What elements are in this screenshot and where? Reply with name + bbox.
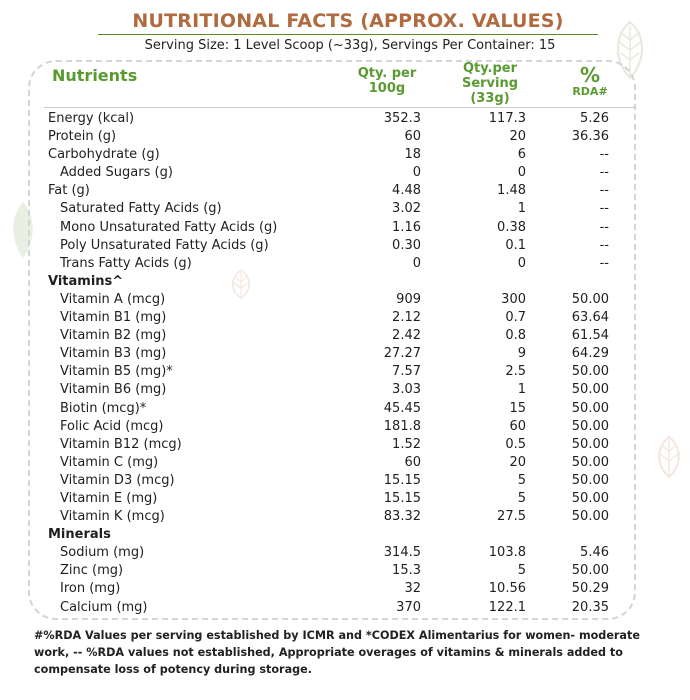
nutrient-name: Vitamin B2 (mg) xyxy=(60,328,167,344)
nutrient-name: Vitamin B6 (mg) xyxy=(60,382,167,398)
qty-per-100g: 352.3 xyxy=(383,111,421,126)
qty-per-serving: 103.8 xyxy=(488,545,526,561)
qty-per-serving: 1 xyxy=(517,382,526,398)
qty-per-100g: 60 xyxy=(404,454,421,470)
column-header-rda xyxy=(560,63,620,99)
column-header-qty-per-100g xyxy=(342,66,432,96)
nutrient-name: Energy (kcal) xyxy=(48,111,135,126)
header-line: RDA# xyxy=(572,85,608,98)
nutrient-name: Vitamin K (mcg) xyxy=(60,509,165,525)
nutrient-name: Vitamin D3 (mcg) xyxy=(60,472,175,488)
rda-percent: 61.54 xyxy=(571,328,609,344)
qty-per-serving: 117.3 xyxy=(488,111,526,126)
qty-per-100g: 181.8 xyxy=(383,418,421,434)
nutrient-name: Biotin (mcg)* xyxy=(60,400,147,416)
table-row xyxy=(0,400,690,418)
nutrient-name: Sodium (mg) xyxy=(60,545,145,561)
qty-per-serving: 0.1 xyxy=(505,237,526,253)
rda-percent: 20.35 xyxy=(571,599,609,615)
qty-per-100g: 15.15 xyxy=(383,490,421,506)
nutrient-name: Fat (g) xyxy=(48,183,90,199)
nutrient-name: Vitamin B12 (mcg) xyxy=(60,436,182,452)
nutrient-name: Carbohydrate (g) xyxy=(48,147,160,163)
table-row xyxy=(0,291,690,309)
qty-per-100g: 2.42 xyxy=(392,328,421,344)
qty-per-100g: 27.27 xyxy=(383,346,421,362)
qty-per-100g: 370 xyxy=(396,599,421,615)
qty-per-100g: 0 xyxy=(412,255,421,271)
nutrient-name: Vitamin B3 (mg) xyxy=(60,346,167,362)
qty-per-serving: 0 xyxy=(517,255,526,271)
qty-per-serving: 27.5 xyxy=(497,509,526,525)
rda-percent: -- xyxy=(599,147,609,163)
qty-per-serving: 60 xyxy=(509,418,526,434)
qty-per-100g: 7.57 xyxy=(392,364,421,380)
rda-percent: 50.29 xyxy=(571,581,609,597)
qty-per-100g: 15.3 xyxy=(392,563,421,579)
header-line: 100g xyxy=(368,81,406,96)
qty-per-serving: 9 xyxy=(517,346,526,362)
qty-per-serving: 2.5 xyxy=(505,364,526,380)
nutrient-name: Vitamin B5 (mg)* xyxy=(60,364,173,380)
rda-percent: -- xyxy=(599,201,609,217)
nutrient-name: Mono Unsaturated Fatty Acids (g) xyxy=(60,219,278,235)
qty-per-100g: 909 xyxy=(396,291,421,307)
qty-per-100g: 15.15 xyxy=(383,472,421,488)
rda-percent: 36.36 xyxy=(571,129,609,145)
qty-per-100g: 3.02 xyxy=(392,201,421,217)
section-header-row xyxy=(0,273,690,291)
nutrient-name: Vitamin A (mcg) xyxy=(60,291,166,307)
qty-per-100g: 18 xyxy=(404,147,421,163)
qty-per-serving: 5 xyxy=(517,563,526,579)
qty-per-serving: 15 xyxy=(509,400,526,416)
rda-percent: 64.29 xyxy=(571,346,609,362)
header-line: Qty.per xyxy=(462,61,518,76)
qty-per-serving: 1.48 xyxy=(497,183,526,199)
nutrient-name: Calcium (mg) xyxy=(60,599,148,615)
qty-per-100g: 0 xyxy=(412,165,421,181)
table-row xyxy=(0,472,690,490)
table-row xyxy=(0,544,690,562)
table-row xyxy=(0,562,690,580)
table-row xyxy=(0,418,690,436)
section-header-row xyxy=(0,526,690,544)
rda-percent: -- xyxy=(599,219,609,235)
table-row xyxy=(0,580,690,598)
table-row xyxy=(0,164,690,182)
nutrient-name: Vitamin C (mg) xyxy=(60,454,159,470)
rda-percent: 50.00 xyxy=(571,454,609,470)
qty-per-serving: 20 xyxy=(509,129,526,145)
table-row xyxy=(0,327,690,345)
rda-percent: 50.00 xyxy=(571,418,609,434)
title-underline xyxy=(98,34,598,35)
qty-per-serving: 0.7 xyxy=(505,310,526,326)
table-row xyxy=(0,363,690,381)
nutrient-name: Protein (g) xyxy=(48,129,117,145)
qty-per-100g: 314.5 xyxy=(383,545,421,561)
qty-per-serving: 0.8 xyxy=(505,328,526,344)
table-row xyxy=(0,110,690,128)
table-row xyxy=(0,255,690,273)
rda-percent: 5.26 xyxy=(580,111,609,126)
qty-per-serving: 20 xyxy=(509,454,526,470)
nutrient-name: Poly Unsaturated Fatty Acids (g) xyxy=(60,237,269,253)
nutrient-name: Folic Acid (mcg) xyxy=(60,418,164,434)
table-row xyxy=(0,345,690,363)
qty-per-serving: 5 xyxy=(517,472,526,488)
nutrient-name: Zinc (mg) xyxy=(60,563,124,579)
rda-percent: 50.00 xyxy=(571,400,609,416)
header-line: Serving xyxy=(461,76,519,91)
rda-percent: 50.00 xyxy=(571,364,609,380)
table-row xyxy=(0,309,690,327)
table-row xyxy=(0,436,690,454)
table-row xyxy=(0,128,690,146)
qty-per-serving: 0 xyxy=(517,165,526,181)
rda-percent: 50.00 xyxy=(571,490,609,506)
table-row xyxy=(0,237,690,255)
nutrient-name: Minerals xyxy=(48,527,111,543)
qty-per-serving: 5 xyxy=(517,490,526,506)
table-row xyxy=(0,599,690,617)
rda-percent: 50.00 xyxy=(571,436,609,452)
header-line: % xyxy=(579,63,601,87)
column-header-nutrients: Nutrients xyxy=(52,66,138,85)
nutrient-name: Trans Fatty Acids (g) xyxy=(60,255,192,271)
rda-percent: -- xyxy=(599,255,609,271)
qty-per-100g: 2.12 xyxy=(392,310,421,326)
nutrient-name: Added Sugars (g) xyxy=(60,165,173,181)
rda-percent: 50.00 xyxy=(571,382,609,398)
serving-size-info: Serving Size: 1 Level Scoop (~33g), Servings Per Container: 15 xyxy=(144,38,556,53)
qty-per-serving: 122.1 xyxy=(488,599,526,615)
qty-per-serving: 0.38 xyxy=(497,219,526,235)
qty-per-100g: 83.32 xyxy=(383,509,421,525)
page-title: NUTRITIONAL FACTS (APPROX. VALUES) xyxy=(132,10,564,32)
nutrient-name: Iron (mg) xyxy=(60,581,121,597)
table-row xyxy=(0,454,690,472)
header-divider xyxy=(44,107,636,108)
qty-per-100g: 1.52 xyxy=(392,436,421,452)
rda-percent: -- xyxy=(599,237,609,253)
table-row xyxy=(0,146,690,164)
qty-per-100g: 1.16 xyxy=(392,219,421,235)
rda-percent: 63.64 xyxy=(571,310,609,326)
table-row xyxy=(0,490,690,508)
qty-per-100g: 0.30 xyxy=(392,237,421,253)
nutrient-name: Vitamin E (mg) xyxy=(60,490,158,506)
qty-per-serving: 6 xyxy=(517,147,526,163)
column-header-qty-per-serving xyxy=(450,61,530,106)
footnote: #%RDA Values per serving established by ICMR and *CODEX Alimentarius for women- moderate work, -- %RDA values not established, Appropriate overages of vitamins & minerals added to compensate loss of potency during storage. xyxy=(34,629,640,676)
qty-per-100g: 32 xyxy=(404,581,421,597)
qty-per-serving: 10.56 xyxy=(488,581,526,597)
qty-per-serving: 0.5 xyxy=(505,436,526,452)
table-row xyxy=(0,508,690,526)
qty-per-100g: 4.48 xyxy=(392,183,421,199)
rda-percent: 50.00 xyxy=(571,291,609,307)
qty-per-100g: 60 xyxy=(404,129,421,145)
rda-percent: 50.00 xyxy=(571,509,609,525)
qty-per-100g: 3.03 xyxy=(392,382,421,398)
qty-per-serving: 1 xyxy=(517,201,526,217)
nutrient-name: Vitamin B1 (mg) xyxy=(60,310,167,326)
nutrient-name: Saturated Fatty Acids (g) xyxy=(60,201,222,217)
rda-percent: -- xyxy=(599,165,609,181)
qty-per-serving: 300 xyxy=(501,291,526,307)
rda-percent: 5.46 xyxy=(580,545,609,561)
nutrient-name: Vitamins^ xyxy=(48,273,124,289)
rda-percent: -- xyxy=(599,183,609,199)
table-row xyxy=(0,200,690,218)
table-row xyxy=(0,219,690,237)
header-line: Qty. per xyxy=(357,66,417,81)
rda-percent: 50.00 xyxy=(571,563,609,579)
table-row xyxy=(0,182,690,200)
header-line: (33g) xyxy=(470,91,510,106)
qty-per-100g: 45.45 xyxy=(383,400,421,416)
rda-percent: 50.00 xyxy=(571,472,609,488)
nutrition-table xyxy=(0,110,690,617)
table-row xyxy=(0,381,690,399)
